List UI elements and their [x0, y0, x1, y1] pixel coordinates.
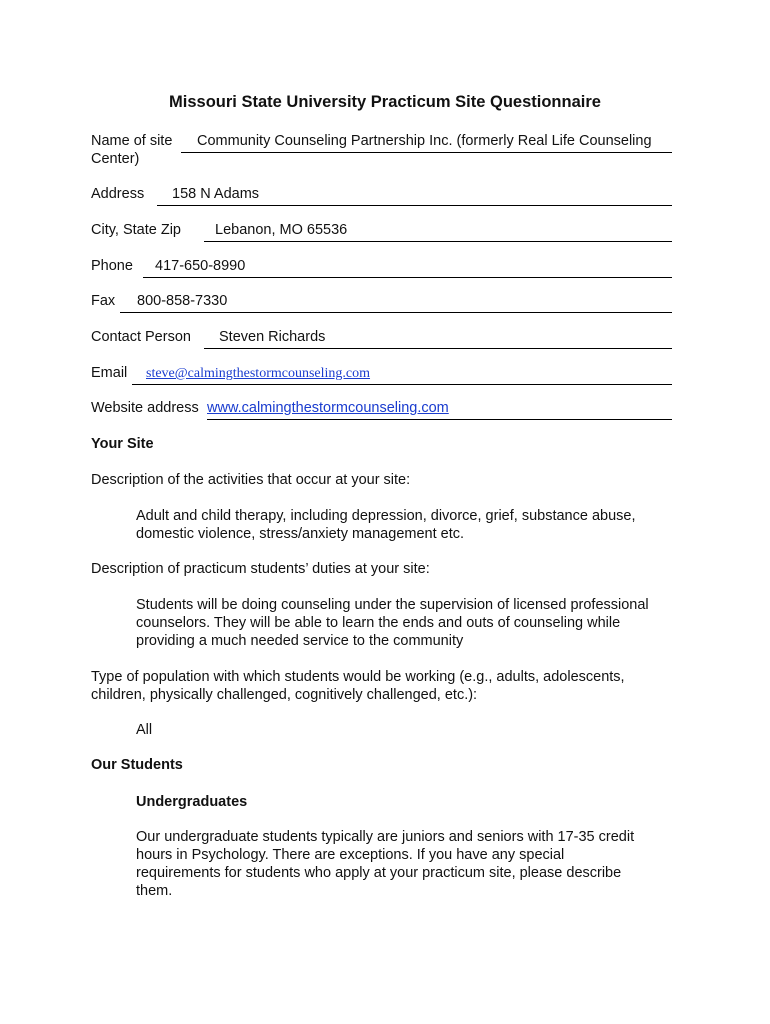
- phone-underline: [143, 277, 672, 278]
- your-site-heading: Your Site: [91, 436, 154, 452]
- address-label: Address: [91, 186, 145, 202]
- duties-answer-line-3: providing a much needed service to the community: [136, 633, 464, 649]
- undergraduates-text-line-2: hours in Psychology. There are exceptions. If you have any special: [136, 847, 565, 863]
- email-link[interactable]: steve@calmingthestormcounseling.com: [146, 366, 371, 381]
- page-title: Missouri State University Practicum Site Questionnaire: [169, 93, 601, 111]
- our-students-heading: Our Students: [91, 757, 183, 773]
- duties-question: Description of practicum students’ duties at your site:: [91, 561, 430, 577]
- fax-underline: [120, 312, 672, 313]
- phone-field: [91, 258, 672, 278]
- site-name-value: Community Counseling Partnership Inc. (formerly Real Life Counseling: [197, 133, 652, 149]
- population-question-line-1: Type of population with which students would be working (e.g., adults, adolescents,: [91, 669, 625, 685]
- fax-value: 800-858-7330: [137, 293, 228, 309]
- phone-value: 417-650-8990: [155, 258, 246, 274]
- contact-person-field: [91, 329, 672, 349]
- population-question-line-2: children, physically challenged, cognitively challenged, etc.):: [91, 687, 478, 703]
- address-field: [91, 186, 672, 206]
- city-state-zip-value: Lebanon, MO 65536: [215, 222, 348, 238]
- contact-person-underline: [204, 348, 672, 349]
- website-link[interactable]: www.calmingthestormcounseling.com: [207, 400, 449, 416]
- activities-question: Description of the activities that occur at your site:: [91, 472, 411, 488]
- address-value: 158 N Adams: [172, 186, 260, 202]
- email-field: [91, 365, 672, 385]
- address-underline: [157, 205, 672, 206]
- undergraduates-text-line-1: Our undergraduate students typically are juniors and seniors with 17-35 credit: [136, 829, 635, 845]
- website-field: [91, 400, 672, 420]
- undergraduates-text-line-4: them.: [136, 883, 173, 899]
- activities-answer-line-1: Adult and child therapy, including depression, divorce, grief, substance abuse,: [136, 508, 636, 524]
- contact-person-label: Contact Person: [91, 329, 191, 345]
- city-state-zip-underline: [204, 241, 672, 242]
- undergraduates-text-line-3: requirements for students who apply at your practicum site, please describe: [136, 865, 622, 881]
- fax-field: [91, 293, 672, 313]
- undergraduates-heading: Undergraduates: [136, 794, 248, 810]
- city-state-zip-field: [91, 222, 672, 242]
- city-state-zip-label: City, State Zip: [91, 222, 181, 238]
- site-name-value-continued: Center): [91, 151, 140, 167]
- duties-answer-line-2: counselors. They will be able to learn the ends and outs of counseling while: [136, 615, 621, 631]
- activities-answer-line-2: domestic violence, stress/anxiety management etc.: [136, 526, 465, 542]
- email-label: Email: [91, 365, 128, 381]
- website-underline: [207, 419, 672, 420]
- population-answer: All: [136, 722, 153, 738]
- contact-person-value: Steven Richards: [219, 329, 326, 345]
- fax-label: Fax: [91, 293, 116, 309]
- website-label: Website address: [91, 400, 199, 416]
- duties-answer-line-1: Students will be doing counseling under the supervision of licensed professional: [136, 597, 649, 613]
- site-name-label: Name of site: [91, 133, 173, 149]
- email-underline: [132, 384, 672, 385]
- phone-label: Phone: [91, 258, 133, 274]
